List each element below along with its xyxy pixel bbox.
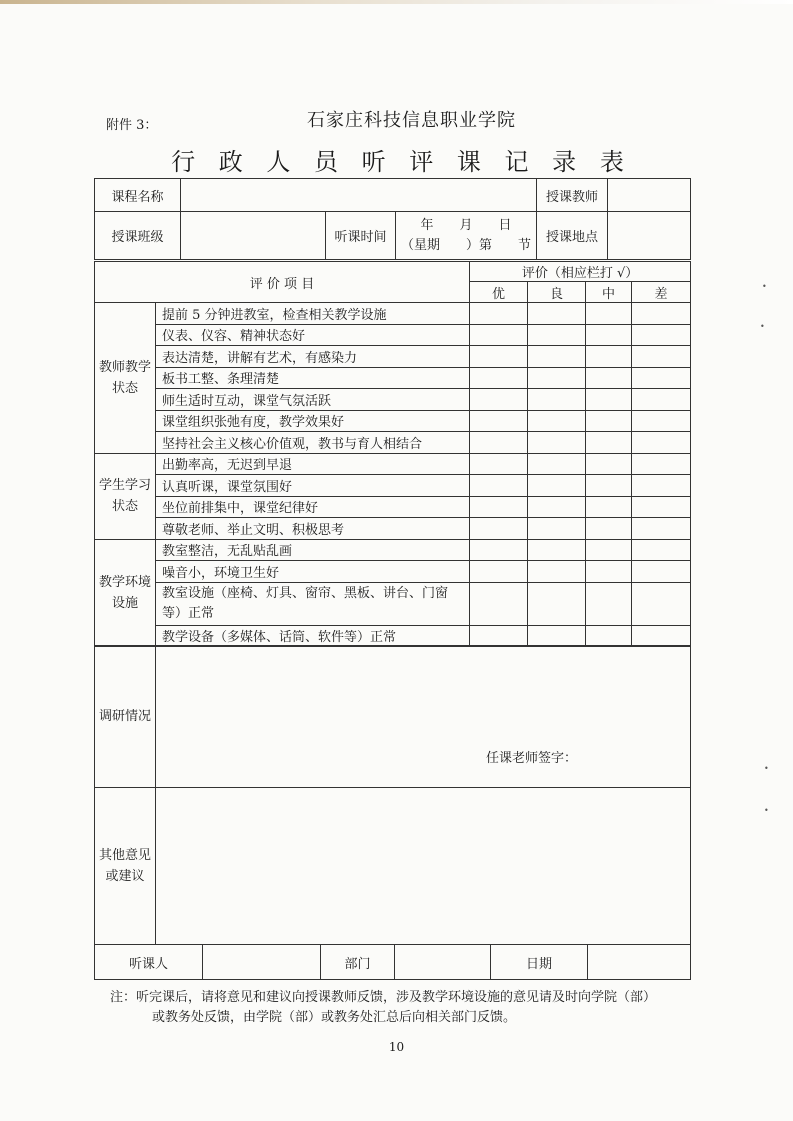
evaluation-header: 评价（相应栏打 √） — [470, 262, 691, 282]
teacher-field[interactable] — [608, 179, 691, 212]
page-title: 行 政 人 员 听 评 课 记 录 表 — [171, 148, 632, 176]
check-cell[interactable] — [470, 475, 528, 497]
check-cell[interactable] — [586, 518, 632, 540]
teacher-signature-label: 任课老师签字： — [486, 751, 578, 766]
evaluation-item: 尊敬老师、举止文明、积极思考 — [156, 518, 470, 540]
check-cell[interactable] — [586, 346, 632, 368]
other-opinion-label: 其他意见或建议 — [95, 788, 156, 945]
check-cell[interactable] — [470, 346, 528, 368]
check-cell[interactable] — [470, 561, 528, 583]
evaluation-item: 教室整洁，无乱贴乱画 — [156, 539, 470, 561]
attachment-label: 附件 3： — [106, 118, 158, 133]
class-field[interactable] — [181, 212, 326, 260]
teacher-label: 授课教师 — [537, 179, 608, 212]
check-cell[interactable] — [586, 303, 632, 325]
remarks-table — [94, 645, 691, 945]
listener-field[interactable] — [203, 945, 321, 980]
category-environment: 教学环境设施 — [95, 539, 156, 647]
grade-poor: 差 — [632, 282, 691, 303]
footer-note-line2: 或教务处反馈，由学院（部）或教务处汇总后向相关部门反馈。 — [152, 1010, 517, 1025]
school-name: 石家庄科技信息职业学院 — [307, 110, 516, 131]
check-cell[interactable] — [586, 432, 632, 454]
check-cell[interactable] — [528, 389, 586, 411]
check-cell[interactable] — [586, 561, 632, 583]
check-cell[interactable] — [528, 367, 586, 389]
check-cell[interactable] — [586, 625, 632, 647]
evaluation-item: 教学设备（多媒体、话筒、软件等）正常 — [156, 625, 470, 647]
check-cell[interactable] — [586, 539, 632, 561]
check-cell[interactable] — [528, 324, 586, 346]
page-number: 10 — [388, 1040, 405, 1054]
footer-note-line1: 注：听完课后，请将意见和建议向授课教师反馈，涉及教学环境设施的意见请及时向学院（部） — [110, 990, 657, 1005]
check-cell[interactable] — [632, 539, 691, 561]
check-cell[interactable] — [528, 410, 586, 432]
date-line: 年 月 日 — [420, 217, 512, 233]
check-cell[interactable] — [632, 496, 691, 518]
check-cell[interactable] — [470, 496, 528, 518]
evaluation-item: 认真听课，课堂氛围好 — [156, 475, 470, 497]
date-field[interactable] — [588, 945, 691, 980]
check-cell[interactable] — [528, 496, 586, 518]
research-field[interactable] — [156, 646, 691, 788]
check-cell[interactable] — [528, 453, 586, 475]
grade-average: 中 — [586, 282, 632, 303]
check-cell[interactable] — [632, 346, 691, 368]
evaluation-item: 表达清楚，讲解有艺术，有感染力 — [156, 346, 470, 368]
check-cell[interactable] — [528, 625, 586, 647]
check-cell[interactable] — [632, 561, 691, 583]
check-cell[interactable] — [586, 453, 632, 475]
check-cell[interactable] — [586, 496, 632, 518]
check-cell[interactable] — [470, 625, 528, 647]
course-name-label: 课程名称 — [95, 179, 181, 212]
check-cell[interactable] — [470, 518, 528, 540]
check-cell[interactable] — [470, 303, 528, 325]
grade-excellent: 优 — [470, 282, 528, 303]
evaluation-item: 板书工整、条理清楚 — [156, 367, 470, 389]
scan-speck: • — [762, 282, 767, 291]
check-cell[interactable] — [586, 410, 632, 432]
time-field[interactable] — [396, 212, 537, 260]
check-cell[interactable] — [528, 346, 586, 368]
scan-speck: • — [760, 322, 765, 331]
evaluation-item-header: 评 价 项 目 — [95, 262, 470, 303]
course-info-table — [94, 178, 691, 260]
check-cell[interactable] — [632, 625, 691, 647]
evaluation-item: 提前 5 分钟进教室，检查相关教学设施 — [156, 303, 470, 325]
time-label: 听课时间 — [326, 212, 396, 260]
scan-speck: • — [764, 764, 769, 773]
research-label: 调研情况 — [95, 646, 156, 788]
check-cell[interactable] — [528, 432, 586, 454]
check-cell[interactable] — [632, 367, 691, 389]
check-cell[interactable] — [528, 539, 586, 561]
listener-info-table — [94, 944, 691, 980]
check-cell[interactable] — [586, 582, 632, 625]
scan-speck: • — [764, 806, 769, 815]
check-cell[interactable] — [470, 582, 528, 625]
department-label: 部门 — [321, 945, 395, 980]
check-cell[interactable] — [632, 303, 691, 325]
evaluation-item: 坐位前排集中，课堂纪律好 — [156, 496, 470, 518]
category-student-state: 学生学习状态 — [95, 453, 156, 539]
check-cell[interactable] — [586, 475, 632, 497]
check-cell[interactable] — [470, 389, 528, 411]
evaluation-table — [94, 261, 691, 647]
check-cell[interactable] — [632, 324, 691, 346]
check-cell[interactable] — [586, 389, 632, 411]
scan-edge — [0, 0, 793, 4]
grade-good: 良 — [528, 282, 586, 303]
evaluation-item: 出勤率高，无迟到早退 — [156, 453, 470, 475]
evaluation-item: 课堂组织张弛有度，教学效果好 — [156, 410, 470, 432]
check-cell[interactable] — [528, 561, 586, 583]
check-cell[interactable] — [528, 303, 586, 325]
check-cell[interactable] — [632, 518, 691, 540]
evaluation-item: 教室设施（座椅、灯具、窗帘、黑板、讲台、门窗等）正常 — [156, 582, 470, 625]
location-field[interactable] — [608, 212, 691, 260]
check-cell[interactable] — [470, 367, 528, 389]
check-cell[interactable] — [470, 410, 528, 432]
check-cell[interactable] — [632, 389, 691, 411]
check-cell[interactable] — [586, 324, 632, 346]
check-cell[interactable] — [470, 324, 528, 346]
department-field[interactable] — [395, 945, 491, 980]
location-label: 授课地点 — [537, 212, 608, 260]
check-cell[interactable] — [470, 432, 528, 454]
check-cell[interactable] — [632, 432, 691, 454]
check-cell[interactable] — [528, 582, 586, 625]
check-cell[interactable] — [632, 582, 691, 625]
evaluation-item: 师生适时互动，课堂气氛活跃 — [156, 389, 470, 411]
check-cell[interactable] — [470, 539, 528, 561]
listener-label: 听课人 — [95, 945, 203, 980]
category-teacher-state: 教师教学状态 — [95, 303, 156, 454]
evaluation-item: 噪音小，环境卫生好 — [156, 561, 470, 583]
other-opinion-field[interactable] — [156, 788, 691, 945]
check-cell[interactable] — [632, 410, 691, 432]
evaluation-item: 仪表、仪容、精神状态好 — [156, 324, 470, 346]
class-label: 授课班级 — [95, 212, 181, 260]
date-label: 日期 — [491, 945, 588, 980]
check-cell[interactable] — [586, 367, 632, 389]
check-cell[interactable] — [632, 453, 691, 475]
check-cell[interactable] — [528, 518, 586, 540]
evaluation-item: 坚持社会主义核心价值观，教书与育人相结合 — [156, 432, 470, 454]
check-cell[interactable] — [632, 475, 691, 497]
course-name-field[interactable] — [181, 179, 537, 212]
check-cell[interactable] — [470, 453, 528, 475]
weekday-line: （星期 ）第 节 — [400, 237, 531, 253]
check-cell[interactable] — [528, 475, 586, 497]
